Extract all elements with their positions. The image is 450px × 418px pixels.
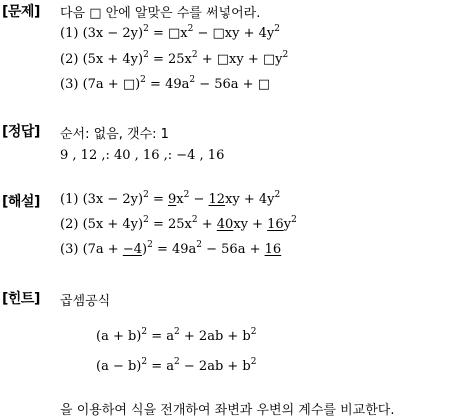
problem-item-2: (2) $(5x + 4y)^2 = 25x^2$ + □xy + $□y^2$ [60, 49, 289, 67]
problem-item-1: (1) $(3x - 2y)^2$ = $□x^2$ − □xy + $4y^2$ [60, 23, 280, 41]
hint-label: [힌트] [2, 291, 40, 307]
answer-line-1: 순서: 없음, 갯수: 1 [60, 127, 169, 142]
problem-label: [문제] [2, 4, 40, 20]
answer-line-2: 9 , 12 ,: 40 , 16 ,: −4 , 16 [60, 148, 225, 163]
hint-title: 곱셈공식 [60, 294, 111, 309]
problem-instruction: 다음 □ 안에 알맞은 수를 써넣어라. [60, 6, 261, 21]
explanation-item-3: (3) $(7a + -4)^2 = 49a^2 - 56a + 16$ [60, 239, 282, 257]
explanation-item-2: (2) $(5x + 4y)^2 = 25x^2 + 40xy + 16y^2$ [60, 214, 297, 232]
problem-item-3: (3) (7a + □)$^2$ = $49a^2 - 56a$ + □ [60, 74, 270, 92]
explanation-label: [해설] [2, 194, 40, 210]
hint-formula-1: $(a + b)^2 = a^2 + 2ab + b^2$ [96, 326, 257, 344]
answer-label: [정답] [2, 124, 40, 140]
hint-formula-2: $(a - b)^2 = a^2 - 2ab + b^2$ [96, 356, 257, 374]
hint-footer: 을 이용하여 식을 전개하여 좌변과 우변의 계수를 비교한다. [60, 403, 395, 418]
explanation-item-1: (1) $(3x - 2y)^2 = 9x^2 - 12xy + 4y^2$ [60, 189, 281, 207]
